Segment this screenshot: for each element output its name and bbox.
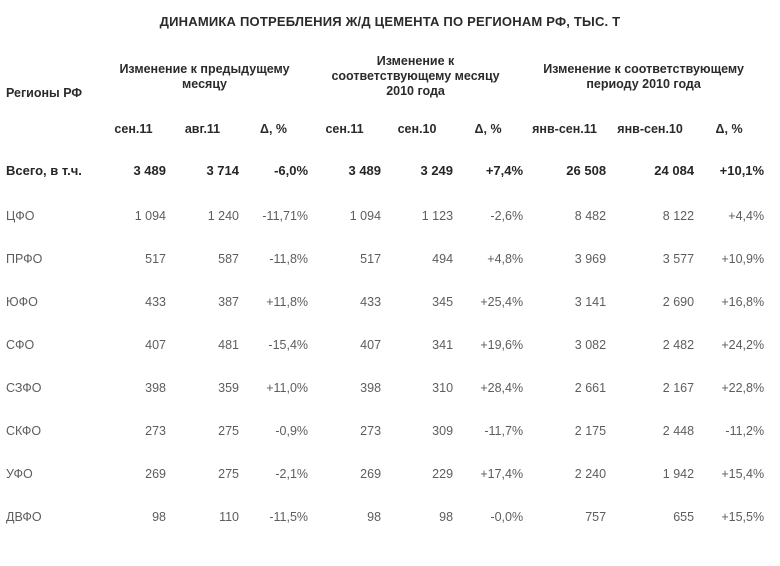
subheader-col-4: сен.10 [397, 122, 437, 137]
column-group-prev-month: Изменение к предыдущему месяцу [119, 61, 290, 91]
subheader-row [6, 113, 764, 146]
cell-r1-c3: 1 094 [349, 209, 382, 224]
cell-r2-c4: 494 [432, 252, 454, 267]
column-group-same-period-2010: Изменение к соответствующему периоду 2010 года [543, 61, 744, 91]
cell-r5-c2: +11,0% [266, 381, 309, 396]
cell-r0-c0: 3 489 [133, 162, 166, 178]
cell-r3-c7: 2 690 [662, 295, 695, 310]
cell-r6-c3: 273 [360, 424, 382, 439]
cell-r0-c4: 3 249 [420, 162, 454, 178]
cell-r6-c8: -11,2% [725, 424, 765, 439]
region-label: СФО [6, 338, 35, 353]
cell-r5-c7: 2 167 [662, 381, 695, 396]
region-label: Всего, в т.ч. [6, 162, 82, 178]
cell-r2-c7: 3 577 [662, 252, 695, 267]
cell-r6-c2: -0,9% [275, 424, 309, 439]
cell-r2-c8: +10,9% [721, 252, 765, 267]
cell-r5-c0: 398 [145, 381, 166, 396]
cell-r0-c3: 3 489 [348, 162, 382, 178]
cell-r8-c0: 98 [152, 510, 166, 525]
region-label: ПРФО [6, 252, 43, 267]
cell-r6-c4: 309 [432, 424, 454, 439]
cell-r3-c3: 433 [360, 295, 382, 310]
table-row-3 [6, 281, 764, 324]
cell-r6-c6: 2 175 [574, 424, 607, 439]
cell-r2-c5: +4,8% [487, 252, 524, 267]
cell-r4-c6: 3 082 [574, 338, 607, 353]
cell-r3-c2: +11,8% [266, 295, 309, 310]
subheader-col-7: янв-сен.10 [617, 122, 683, 137]
cell-r3-c6: 3 141 [574, 295, 607, 310]
region-label: СКФО [6, 424, 42, 439]
cell-r4-c8: +24,2% [721, 338, 765, 353]
subheader-col-5: Δ, % [474, 122, 502, 137]
cell-r0-c6: 26 508 [566, 162, 607, 178]
region-label: ЮФО [6, 295, 38, 310]
cell-r7-c8: +15,4% [721, 467, 765, 482]
table-row-1 [6, 195, 764, 238]
cell-r7-c6: 2 240 [574, 467, 607, 482]
table-title: ДИНАМИКА ПОТРЕБЛЕНИЯ Ж/Д ЦЕМЕНТА ПО РЕГИОНАМ РФ, ТЫС. Т [159, 14, 621, 29]
cell-r7-c5: +17,4% [480, 467, 524, 482]
cell-r2-c6: 3 969 [574, 252, 607, 267]
region-label: СЗФО [6, 381, 42, 396]
subheader-col-2: Δ, % [259, 122, 288, 137]
cell-r5-c4: 310 [432, 381, 454, 396]
cell-r5-c1: 359 [218, 381, 239, 396]
cell-r8-c5: -0,0% [490, 510, 524, 525]
total-row [6, 146, 764, 195]
cell-r7-c2: -2,1% [275, 467, 309, 482]
subheader-col-6: янв-сен.11 [532, 122, 597, 137]
cement-consumption-table [6, 40, 764, 539]
cell-r1-c0: 1 094 [134, 209, 166, 224]
cell-r0-c5: +7,4% [485, 162, 524, 178]
region-label: УФО [6, 467, 33, 482]
cell-r3-c5: +25,4% [480, 295, 524, 310]
cell-r4-c5: +19,6% [480, 338, 524, 353]
table-row-8 [6, 496, 764, 539]
cell-r8-c7: 655 [673, 510, 695, 525]
cell-r6-c5: -11,7% [484, 424, 524, 439]
cell-r6-c0: 273 [145, 424, 166, 439]
cell-r6-c7: 2 448 [662, 424, 695, 439]
cell-r0-c8: +10,1% [719, 162, 765, 178]
cell-r1-c1: 1 240 [207, 209, 239, 224]
table-row-4 [6, 324, 764, 367]
cell-r1-c6: 8 482 [574, 209, 607, 224]
cell-r1-c2: -11,71% [262, 209, 309, 224]
cell-r4-c0: 407 [145, 338, 166, 353]
column-group-same-month-2010: Изменение к соответствующему месяцу 2010 года [331, 54, 500, 98]
cell-r7-c0: 269 [145, 467, 166, 482]
cell-r7-c4: 229 [432, 467, 454, 482]
subheader-col-0: сен.11 [114, 122, 153, 137]
cell-r1-c4: 1 123 [421, 209, 454, 224]
cell-r7-c7: 1 942 [662, 467, 695, 482]
subheader-col-1: авг.11 [184, 122, 221, 137]
cell-r3-c8: +16,8% [721, 295, 765, 310]
table-row-2 [6, 238, 764, 281]
cell-r7-c1: 275 [218, 467, 239, 482]
region-column-header: Регионы РФ [6, 85, 83, 100]
cell-r0-c1: 3 714 [206, 162, 239, 178]
table-row-6 [6, 410, 764, 453]
cell-r1-c8: +4,4% [728, 209, 765, 224]
cell-r0-c2: -6,0% [274, 162, 309, 178]
cell-r3-c0: 433 [145, 295, 166, 310]
cell-r5-c8: +22,8% [721, 381, 765, 396]
cell-r3-c4: 345 [432, 295, 454, 310]
cell-r8-c8: +15,5% [721, 510, 765, 525]
cell-r1-c5: -2,6% [490, 209, 524, 224]
cell-r8-c3: 98 [367, 510, 382, 525]
cell-r8-c2: -11,5% [269, 510, 309, 525]
cell-r5-c5: +28,4% [480, 381, 524, 396]
cell-r3-c1: 387 [218, 295, 239, 310]
cell-r8-c1: 110 [219, 510, 239, 525]
cell-r4-c3: 407 [360, 338, 382, 353]
cell-r5-c3: 398 [360, 381, 382, 396]
cell-r2-c2: -11,8% [269, 252, 309, 267]
subheader-col-8: Δ, % [715, 122, 743, 137]
cell-r4-c7: 2 482 [662, 338, 695, 353]
cell-r2-c3: 517 [360, 252, 382, 267]
table-row-5 [6, 367, 764, 410]
cell-r6-c1: 275 [218, 424, 239, 439]
table-body [6, 146, 764, 539]
cell-r8-c4: 98 [439, 510, 454, 525]
region-label: ДВФО [6, 510, 42, 525]
cell-r4-c1: 481 [218, 338, 239, 353]
cell-r8-c6: 757 [585, 510, 607, 525]
cell-r4-c2: -15,4% [268, 338, 309, 353]
cell-r2-c0: 517 [145, 252, 166, 267]
header-group-row [6, 40, 764, 113]
cell-r5-c6: 2 661 [574, 381, 607, 396]
subheader-col-3: сен.11 [325, 122, 364, 137]
table-row-7 [6, 453, 764, 496]
cell-r1-c7: 8 122 [662, 209, 695, 224]
cell-r2-c1: 587 [218, 252, 239, 267]
cell-r0-c7: 24 084 [654, 162, 695, 178]
cell-r7-c3: 269 [360, 467, 382, 482]
region-label: ЦФО [6, 209, 35, 224]
cell-r4-c4: 341 [432, 338, 454, 353]
